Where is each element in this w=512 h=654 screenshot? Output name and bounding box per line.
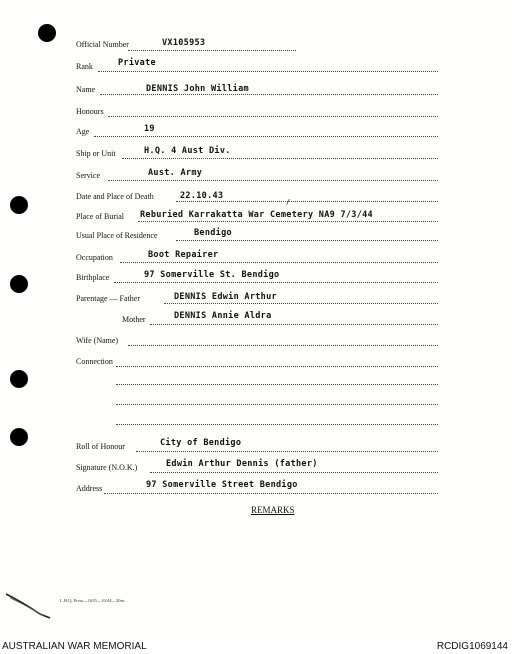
dotted-line: [122, 158, 438, 159]
connection-row: [76, 357, 113, 366]
dotted-line: [128, 50, 296, 51]
age-row: [76, 127, 89, 136]
service-label: Service: [76, 171, 100, 180]
unit-row: [76, 149, 116, 158]
dotted-line: [176, 240, 438, 241]
dotted-line: [150, 472, 438, 473]
printer-note: L.H.Q. Press—1635—10/44—20m.: [60, 598, 126, 603]
rank-row: [76, 62, 93, 71]
roll-value: City of Bendigo: [160, 438, 242, 448]
unit-label: Ship or Unit: [76, 149, 116, 158]
birthplace-label: Birthplace: [76, 273, 110, 282]
residence-value: Bendigo: [194, 228, 232, 238]
dotted-line: [136, 451, 438, 452]
dotted-line: [164, 303, 438, 304]
dotted-line: [116, 404, 438, 405]
dotted-line: [116, 366, 438, 367]
birthplace-value: 97 Somerville St. Bendigo: [144, 270, 280, 280]
mother-row: [122, 315, 146, 324]
service-value: Aust. Army: [148, 168, 203, 178]
occupation-row: [76, 253, 113, 262]
punch-hole: [38, 24, 56, 42]
address-row: [76, 484, 102, 493]
roll-row: [76, 442, 125, 451]
honours-label: Honours: [76, 107, 104, 116]
burial-value: Reburied Karrakatta War Cemetery NA9 7/3/44: [140, 210, 373, 220]
address-label: Address: [76, 484, 103, 493]
death-value: 22.10.43: [180, 191, 224, 201]
address-value: 97 Somerville Street Bendigo: [146, 480, 298, 490]
dotted-line: [120, 262, 438, 263]
dotted-line: [108, 116, 438, 117]
signature-row: [76, 463, 137, 472]
age-label: Age: [76, 127, 90, 136]
birthplace-row: [76, 273, 109, 282]
wife-row: [76, 336, 118, 345]
dotted-line: [108, 180, 438, 181]
dotted-line: [100, 94, 438, 95]
occupation-label: Occupation: [76, 253, 113, 262]
service-row: [76, 171, 100, 180]
age-value: 19: [144, 124, 155, 134]
remarks-heading: REMARKS: [251, 505, 295, 515]
footer-right-text: RCDIG1069144: [436, 641, 508, 652]
signature-label: Signature (N.O.K.): [76, 463, 138, 472]
punch-hole: [10, 370, 28, 388]
official-number-row: [76, 40, 129, 49]
name-value: DENNIS John William: [146, 84, 249, 94]
official-number-value: VX105953: [162, 38, 206, 48]
name-row: [76, 85, 95, 94]
handwritten-mark: /: [286, 198, 291, 206]
rank-label: Rank: [76, 62, 93, 71]
pen-scratch: [4, 590, 54, 620]
footer-left-text: AUSTRALIAN WAR MEMORIAL: [2, 641, 147, 652]
dotted-line: [94, 136, 438, 137]
residence-row: [76, 231, 158, 240]
death-row: [76, 192, 154, 201]
official-number-label: Official Number: [76, 40, 129, 49]
father-value: DENNIS Edwin Arthur: [174, 292, 277, 302]
wife-label: Wife (Name): [76, 336, 119, 345]
signature-value: Edwin Arthur Dennis (father): [166, 459, 318, 469]
father-label: Parentage — Father: [76, 294, 140, 303]
roll-label: Roll of Honour: [76, 442, 125, 451]
dotted-line: [116, 424, 438, 425]
mother-label: Mother: [122, 315, 146, 324]
punch-hole: [10, 196, 28, 214]
connection-label: Connection: [76, 357, 113, 366]
dotted-line: [138, 221, 438, 222]
occupation-value: Boot Repairer: [148, 250, 219, 260]
unit-value: H.Q. 4 Aust Div.: [144, 146, 231, 156]
archive-footer: [0, 640, 512, 654]
dotted-line: [128, 345, 438, 346]
mother-value: DENNIS Annie Aldra: [174, 311, 272, 321]
dotted-line: [114, 282, 438, 283]
death-label: Date and Place of Death: [76, 192, 154, 201]
rank-value: Private: [118, 58, 156, 68]
honours-row: [76, 107, 104, 116]
dotted-line: [116, 384, 438, 385]
dotted-line: [176, 201, 438, 202]
burial-row: [76, 212, 124, 221]
punch-hole: [10, 428, 28, 446]
name-label: Name: [76, 85, 96, 94]
dotted-line: [104, 493, 438, 494]
residence-label: Usual Place of Residence: [76, 231, 158, 240]
dotted-line: [98, 71, 438, 72]
father-row: [76, 294, 140, 303]
punch-hole: [10, 275, 28, 293]
dotted-line: [150, 324, 438, 325]
burial-label: Place of Burial: [76, 212, 124, 221]
